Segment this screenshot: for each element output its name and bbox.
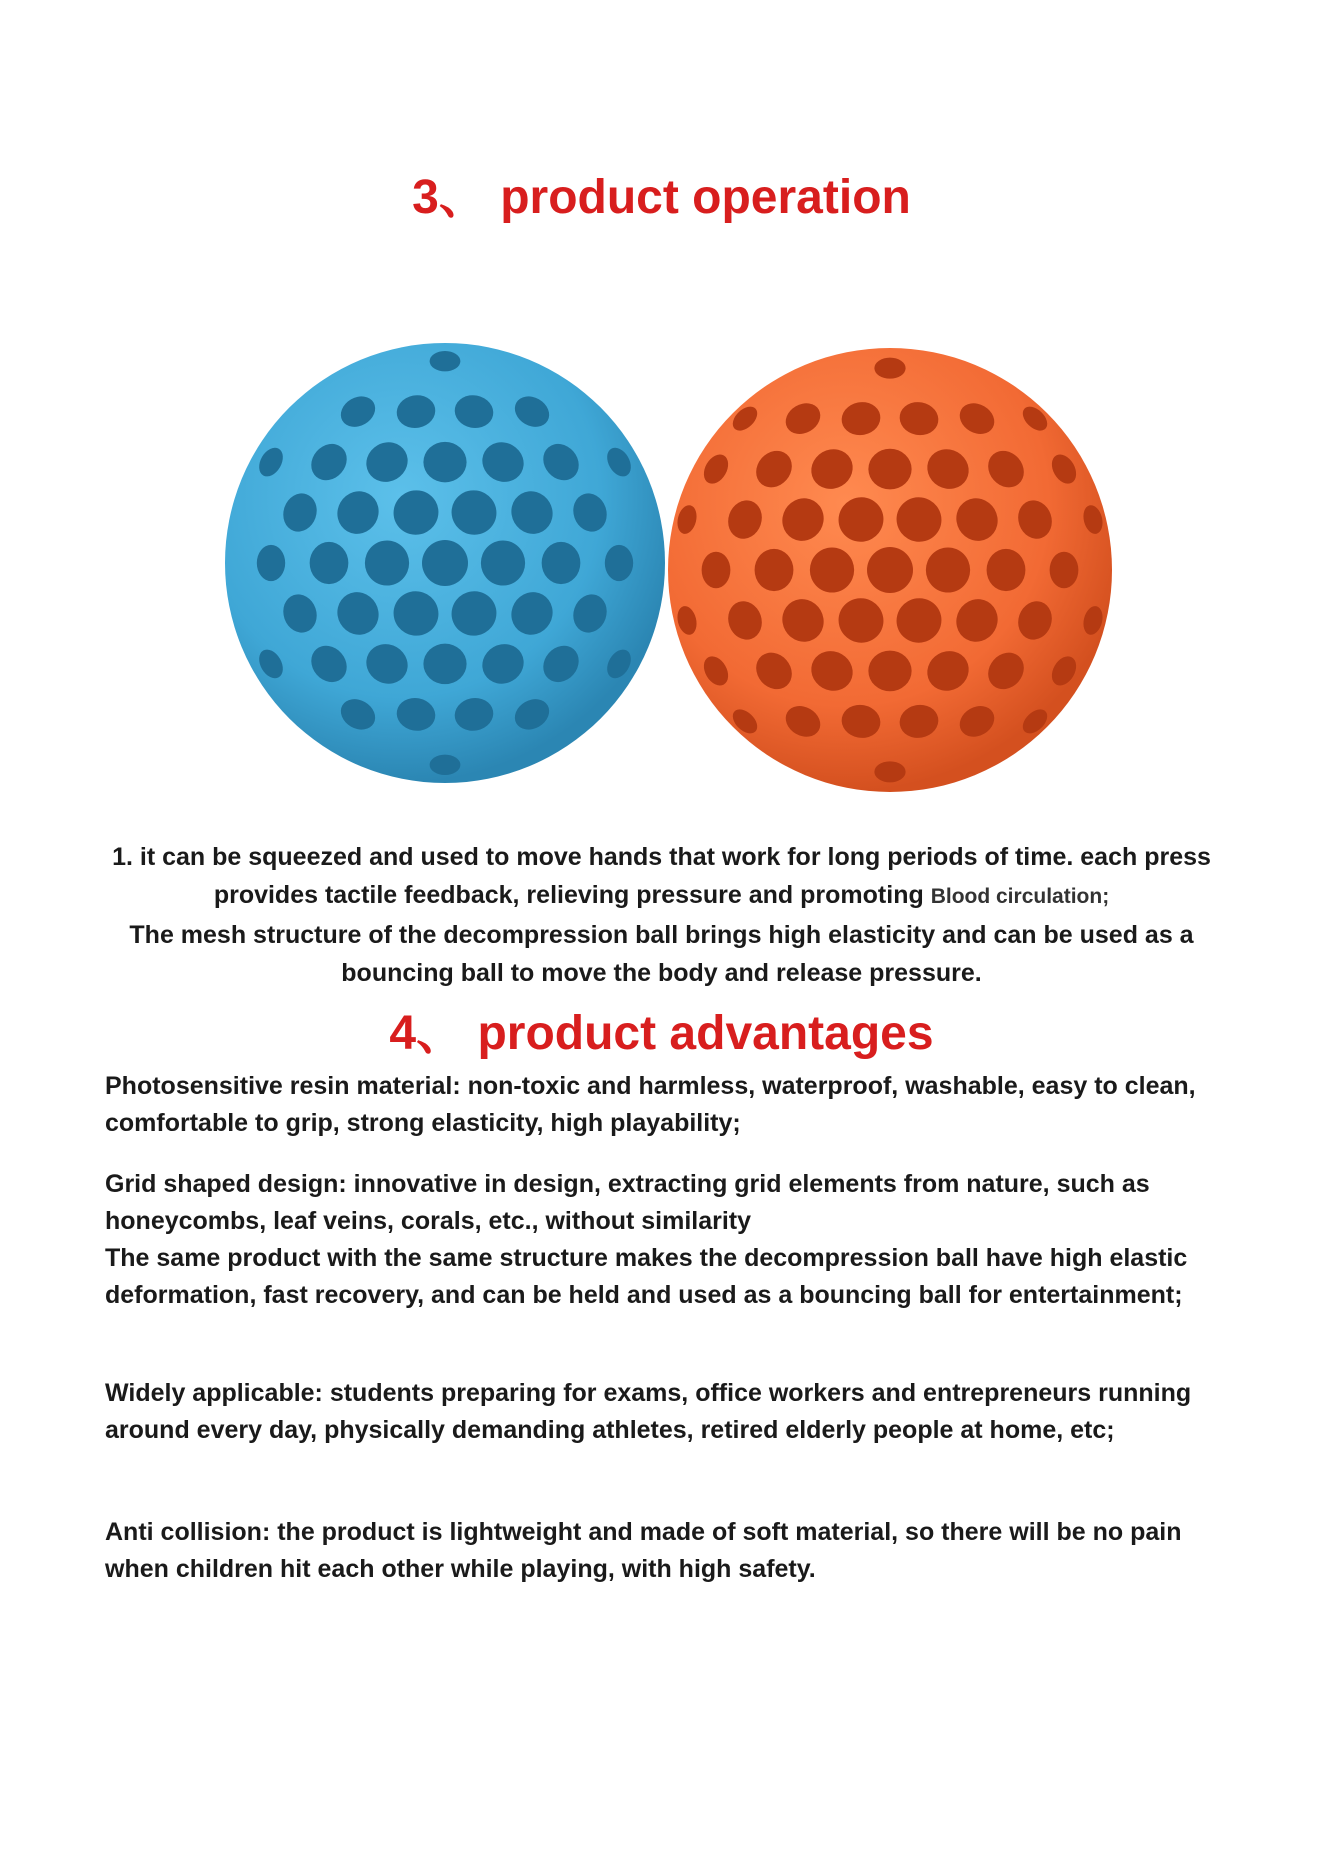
product-operation-text <box>80 838 1243 992</box>
mesh-hole <box>481 540 525 585</box>
mesh-hole <box>868 449 911 490</box>
mesh-hole <box>430 351 461 371</box>
mesh-hole <box>1050 552 1079 588</box>
intro-paragraph-2: The mesh structure of the decompression ball brings high elasticity and can be used as a bouncing ball to move the body and release pressure. <box>129 921 1194 987</box>
orange-mesh-ball-icon <box>668 348 1112 792</box>
mesh-hole <box>926 547 970 592</box>
mesh-hole <box>310 542 349 584</box>
mesh-hole <box>702 552 731 588</box>
mesh-hole <box>542 542 581 584</box>
mesh-hole <box>868 651 911 692</box>
mesh-hole <box>867 547 913 593</box>
mesh-hole <box>257 545 285 581</box>
mesh-hole <box>423 442 466 483</box>
intro-line-1-suffix: Blood circulation; <box>930 885 1110 908</box>
section-3-title: 3、 product operation <box>412 171 911 224</box>
mesh-hole <box>430 755 461 775</box>
advantage-item: Photosensitive resin material: non-toxic and harmless, waterproof, washable, easy to clean, comfortable to grip, strong elasticity, high playability; <box>105 1072 1196 1137</box>
product-image <box>220 338 1120 798</box>
mesh-hole <box>365 540 409 585</box>
mesh-hole <box>874 761 905 782</box>
advantage-item: Anti collision: the product is lightweight and made of soft material, so there will be no pain when children hit each other while playing, with high safety. <box>105 1518 1182 1583</box>
advantage-item: The same product with the same structure makes the decompression ball have high elastic deformation, fast recovery, and can be held and used as a bouncing ball for entertainment; <box>105 1244 1188 1309</box>
mesh-hole <box>755 549 794 591</box>
mesh-hole <box>987 549 1026 591</box>
mesh-hole <box>605 545 633 581</box>
mesh-hole <box>423 644 466 685</box>
advantage-item: Grid shaped design: innovative in design, extracting grid elements from nature, such as honeycombs, leaf veins, corals, etc., without similarity <box>105 1170 1150 1235</box>
advantage-item: Widely applicable: students preparing for exams, office workers and entrepreneurs running around every day, physically demanding athletes, retired elderly people at home, etc; <box>105 1379 1192 1444</box>
section-4-title: 4、 product advantages <box>389 1007 934 1060</box>
mesh-hole <box>422 540 468 586</box>
intro-line-1: 1. it can be squeezed and used to move hands that work for long periods of time. each press provides tactile feedback, relieving pressure and promoting <box>112 843 1211 909</box>
mesh-hole <box>810 547 854 592</box>
intro-paragraph-1 <box>80 838 1243 916</box>
mesh-hole <box>874 358 905 379</box>
blue-mesh-ball-icon <box>225 343 665 783</box>
